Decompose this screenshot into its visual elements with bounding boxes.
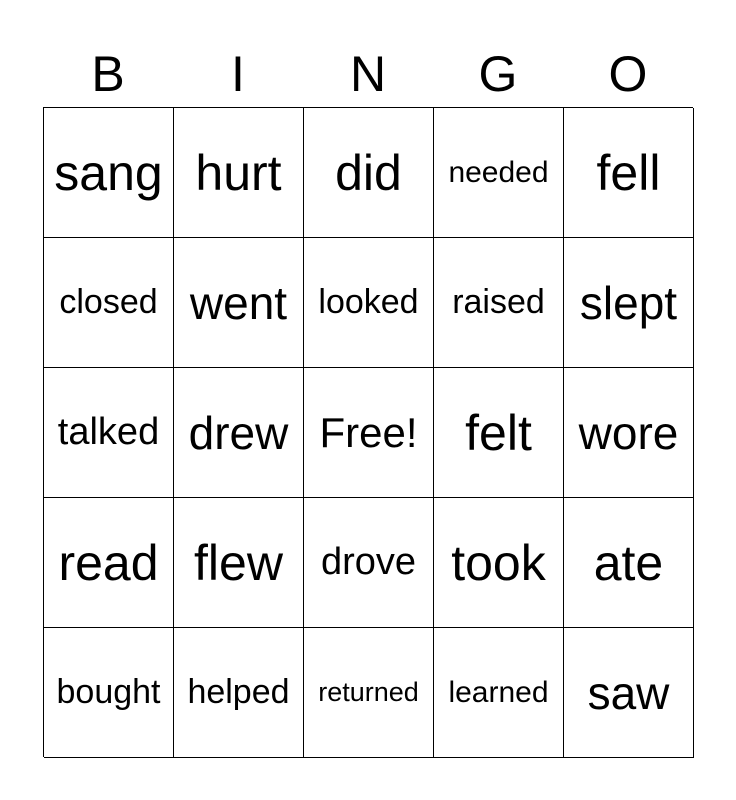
bingo-cell-r3-c0[interactable]: read (44, 498, 174, 628)
header-letter-n: N (349, 46, 387, 102)
bingo-cell-r1-c0[interactable]: closed (44, 238, 174, 368)
bingo-cell-r1-c4[interactable]: slept (564, 238, 694, 368)
bingo-cell-r4-c0[interactable]: bought (44, 628, 174, 758)
bingo-cell-r2-c0[interactable]: talked (44, 368, 174, 498)
bingo-cell-r3-c4[interactable]: ate (564, 498, 694, 628)
bingo-cell-r4-c3[interactable]: learned (434, 628, 564, 758)
bingo-cell-r1-c1[interactable]: went (174, 238, 304, 368)
bingo-header (43, 40, 693, 108)
header-letter-o: O (608, 46, 648, 102)
bingo-cell-r4-c4[interactable]: saw (564, 628, 694, 758)
header-letter-g: G (478, 46, 518, 102)
bingo-cell-r2-c1[interactable]: drew (174, 368, 304, 498)
bingo-board (43, 107, 693, 757)
bingo-cell-r3-c3[interactable]: took (434, 498, 564, 628)
bingo-cell-r0-c0[interactable]: sang (44, 108, 174, 238)
bingo-cell-r4-c1[interactable]: helped (174, 628, 304, 758)
bingo-cell-r0-c4[interactable]: fell (564, 108, 694, 238)
bingo-cell-r2-c3[interactable]: felt (434, 368, 564, 498)
bingo-cell-r0-c2[interactable]: did (304, 108, 434, 238)
bingo-cell-r3-c2[interactable]: drove (304, 498, 434, 628)
header-letter-i: I (231, 46, 245, 102)
bingo-cell-r3-c1[interactable]: flew (174, 498, 304, 628)
bingo-cell-r1-c2[interactable]: looked (304, 238, 434, 368)
bingo-cell-r2-c2[interactable]: Free! (304, 368, 434, 498)
header-letter-b: B (91, 46, 125, 102)
bingo-cell-r2-c4[interactable]: wore (564, 368, 694, 498)
bingo-cell-r1-c3[interactable]: raised (434, 238, 564, 368)
bingo-cell-r4-c2[interactable]: returned (304, 628, 434, 758)
bingo-cell-r0-c3[interactable]: needed (434, 108, 564, 238)
bingo-cell-r0-c1[interactable]: hurt (174, 108, 304, 238)
